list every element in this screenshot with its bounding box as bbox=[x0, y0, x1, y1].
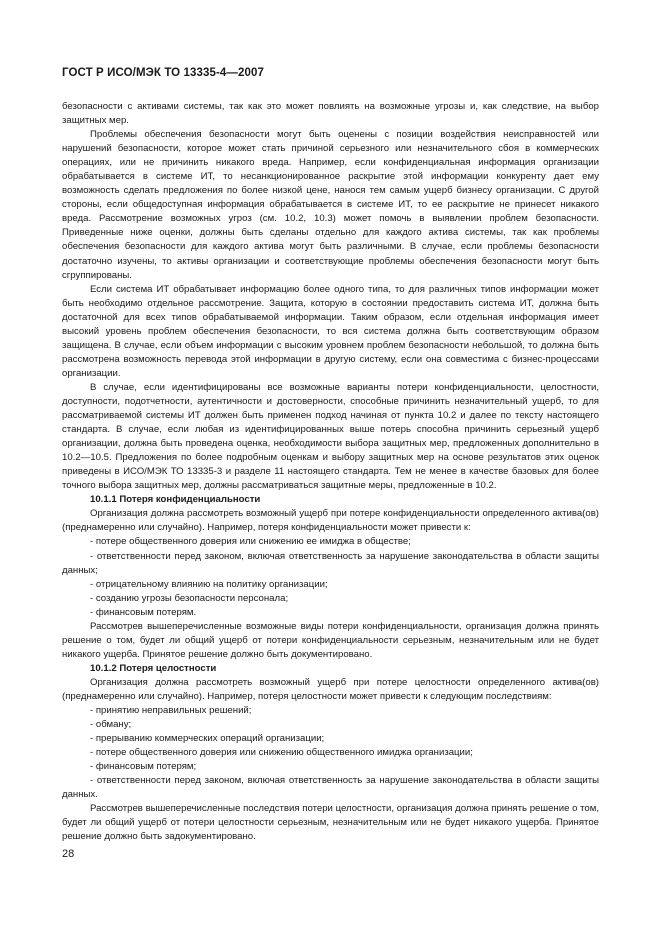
list-item: - отрицательному влиянию на политику организации; bbox=[90, 578, 328, 590]
paragraph: Если система ИТ обрабатывает информацию более одного типа, то для различных типов информации может быть необходимо отдельное рассмотрение. Защита, которую в состоянии предоставить система ИТ, должна быть достаточной для всех типов обрабатываемой информации. Таким образом, если отдельная информация имеет высокий уровень проблем обеспечения безопасности, то вся система должна быть соответствующим образом защищена. В случае, если объем информации с высоким уровнем проблем безопасности небольшой, то должна быть рассмотрена возможность перевода этой информации в другую систему, если она совместима с бизнес-процессами организации. bbox=[62, 283, 599, 379]
paragraph: Организация должна рассмотреть возможный ущерб при потере целостности определенного актива(ов) (преднамеренно или случайно). Например, потеря целостности может привести к следующим последствиям: bbox=[62, 676, 599, 702]
list-item: - ответственности перед законом, включая ответственность за нарушение законодательства в области защиты данных. bbox=[62, 775, 599, 801]
list-item: - созданию угрозы безопасности персонала; bbox=[90, 592, 289, 604]
section-heading: 10.1.1 Потеря конфиденциальности bbox=[90, 494, 261, 506]
list-item: - обману; bbox=[90, 719, 132, 731]
document-header: ГОСТ Р ИСО/МЭК ТО 13335-4—2007 bbox=[62, 67, 264, 79]
page-number: 28 bbox=[62, 848, 75, 860]
list-item: - финансовым потерям. bbox=[90, 606, 197, 618]
section-heading: 10.1.2 Потеря целостности bbox=[90, 662, 217, 674]
list-item: - финансовым потерям; bbox=[90, 761, 197, 773]
document-body bbox=[62, 100, 599, 844]
list-item: - потере общественного доверия или снижению ее имиджа в обществе; bbox=[90, 536, 411, 548]
paragraph: В случае, если идентифицированы все возможные варианты потери конфиденциальности, целостности, доступности, подотчетности, аутентичности и достоверности, способные причинить незначительный ущерб, то для рассматриваемой системы ИТ должен быть применен подход начиная от пункта 10.2 и далее по тексту настоящего стандарта. В случае, если любая из идентифицированных выше потерь способна причинить серьезный ущерб организации, должна быть проведена оценка, необходимости выбора защитных мер, предложенных дополнительно в 10.2—10.5. Предложения по более подробным оценкам и выбору защитных мер на основе результатов этих оценок приведены в ИСО/МЭК ТО 13335-3 и разделе 11 настоящего стандарта. Тем не менее в качестве базовых для более точного выбора защитных мер, должны рассматриваться защитные меры, предложенные в 10.2. bbox=[62, 381, 599, 492]
list-item: - принятию неправильных решений; bbox=[90, 705, 252, 717]
paragraph: безопасности с активами системы, так как это может повлиять на возможные угрозы и, как следствие, на выбор защитных мер. bbox=[62, 101, 599, 127]
paragraph: Рассмотрев вышеперечисленные последствия потери целостности, организация должна принять решение о том, будет ли общий ущерб от потери целостности серьезным, незначительным или не будет никакого ущерба. Принятое решение должно быть задокументировано. bbox=[62, 803, 599, 843]
list-item: - ответственности перед законом, включая ответственность за нарушение законодательства в области защиты данных; bbox=[62, 550, 599, 576]
list-item: - прерыванию коммерческих операций организации; bbox=[90, 733, 325, 745]
list-item: - потере общественного доверия или снижению общественного имиджа организации; bbox=[90, 747, 473, 759]
paragraph: Организация должна рассмотреть возможный ущерб при потере конфиденциальности определенного актива(ов) (преднамеренно или случайно). Например, потеря конфиденциальности может привести к: bbox=[62, 508, 599, 534]
paragraph: Проблемы обеспечения безопасности могут быть оценены с позиции воздействия неисправностей или нарушений безопасности, которое может стать причиной серьезного или незначительного сбоя в коммерческих операциях, или не причинить никакого вреда. Например, если конфиденциальная информация организации обрабатывается в системе ИТ, то несанкционированное раскрытие этой информации конкуренту дает ему возможность сделать предложения по более низкой цене, нанося тем самым ущерб бизнесу организации. С другой стороны, если общедоступная информация обрабатывается в системе ИТ, то ее раскрытие не принесет никакого вреда. Рассмотрение возможных угроз (см. 10.2, 10.3) может помочь в выявлении проблем безопасности. Приведенные ниже оценки, должны быть сделаны отдельно для каждого актива системы, так как проблемы обеспечения безопасности для каждого актива могут быть различными. В случае, если проблемы безопасности достаточно изучены, то активы организации и соответствующие проблемы обеспечения безопасности могут быть сгруппированы. bbox=[62, 129, 599, 281]
paragraph: Рассмотрев вышеперечисленные возможные виды потери конфиденциальности, организация должна принять решение о том, будет ли общий ущерб от потери конфиденциальности серьезным, незначительным или не будет никакого ущерба. Принятое решение должно быть документировано. bbox=[62, 620, 599, 660]
